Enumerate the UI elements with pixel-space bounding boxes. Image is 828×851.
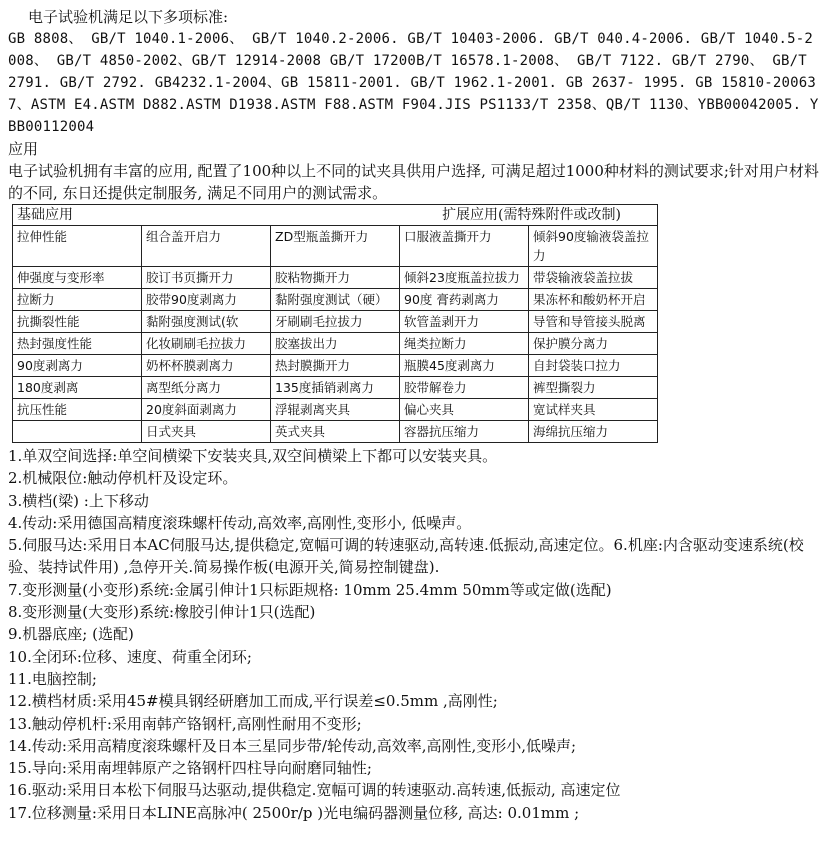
table-cell: 抗撕裂性能	[13, 311, 142, 333]
table-cell: 海绵抗压缩力	[529, 421, 658, 443]
table-row	[13, 289, 658, 311]
table-cell	[13, 421, 142, 443]
table-row	[13, 311, 658, 333]
table-cell: 宽试样夹具	[529, 399, 658, 421]
feature-item: 13.触动停机杆:采用南韩产铬钢杆,高刚性耐用不变形;	[8, 714, 362, 733]
table-row	[13, 226, 658, 267]
table-cell: 带袋输液袋盖拉拔	[529, 267, 658, 289]
table-header-row	[13, 205, 658, 226]
table-cell: 果冻杯和酸奶杯开启	[529, 289, 658, 311]
table-cell: 黏附强度测试（硬）	[271, 289, 400, 311]
table-cell: ZD型瓶盖撕开力	[271, 226, 400, 267]
feature-item: 11.电脑控制;	[8, 669, 97, 688]
table-cell: 奶杯杯膜剥离力	[142, 355, 271, 377]
table-cell: 90度 膏药剥离力	[400, 289, 529, 311]
table-row	[13, 421, 658, 443]
table-cell: 牙刷刷毛拉拔力	[271, 311, 400, 333]
table-row	[13, 399, 658, 421]
feature-item: 8.变形测量(大变形)系统:橡胶引伸计1只(选配)	[8, 603, 316, 622]
table-cell: 英式夹具	[271, 421, 400, 443]
feature-item: 17.位移测量:采用日本LINE高脉冲( 2500r/p )光电编码器测量位移, 高达: 0.01mm ;	[8, 803, 580, 822]
table-cell: 拉伸性能	[13, 226, 142, 267]
table-cell: 浮辊剥离夹具	[271, 399, 400, 421]
feature-item: 7.变形测量(小变形)系统:金属引伸计1只标距规格: 10mm 25.4mm 50mm等或定做(选配)	[8, 580, 612, 599]
intro-text: 电子试验机满足以下多项标准:	[28, 8, 229, 26]
table-cell: 热封膜撕开力	[271, 355, 400, 377]
table-cell: 离型纸分离力	[142, 377, 271, 399]
table-cell: 90度剥离力	[13, 355, 142, 377]
header-extended: 扩展应用(需特殊附件或改制)	[442, 207, 621, 223]
table-cell: 自封袋装口拉力	[529, 355, 658, 377]
table-cell: 容器抗压缩力	[400, 421, 529, 443]
table-row	[13, 333, 658, 355]
application-text: 电子试验机拥有丰富的应用, 配置了100种以上不同的试夹具供用户选择, 可满足超过1000种材料的测试要求;针对用户材料的不同, 东日还提供定制服务, 满足不同用户的测试需求。	[8, 162, 819, 202]
table-cell: 抗压性能	[13, 399, 142, 421]
feature-item: 14.传动:采用高精度滚珠螺杆及日本三星同步带/轮传动,高效率,高刚性,变形小,低噪声;	[8, 736, 577, 755]
table-cell: 伸强度与变形率	[13, 267, 142, 289]
standards-list: GB 8808、 GB/T 1040.1-2006、 GB/T 1040.2-2006. GB/T 10403-2006. GB/T 040.4-2006. GB/T 1040.5-2008、 GB/T 4850-2002、GB/T 12914-2008 GB/T 17200B/T 16578.1-2008、 GB/T 7122. GB/T 2790、 GB/T 2791. GB/T 2792. GB4232.1-2004、GB 15811-2001. GB/T 1962.1-2001. GB 2637- 1995. GB 15810-200637、ASTM E4.ASTM D882.ASTM D1938.ASTM F88.ASTM F904.JIS PS1133/T 2358、QB/T 1130、YBB00042005. YBB00112004	[8, 31, 819, 135]
feature-item: 5.伺服马达:采用日本AC伺服马达,提供稳定,宽幅可调的转速驱动,高转速.低振动,高速定位。6.机座:内含驱动变速系统(校验、装持试件用) ,急停开关.简易操作板(电源开关,简易控制键盘).	[8, 536, 804, 577]
table-cell: 胶带解卷力	[400, 377, 529, 399]
table-header-cell	[13, 205, 658, 226]
feature-item: 16.驱动:采用日本松下伺服马达驱动,提供稳定.宽幅可调的转速驱动.高转速,低振动, 高速定位	[8, 781, 621, 800]
table-cell: 组合盖开启力	[142, 226, 271, 267]
table-cell: 胶塞拔出力	[271, 333, 400, 355]
table-cell: 偏心夹具	[400, 399, 529, 421]
feature-item: 15.导向:采用南埋韩原产之铬钢杆四柱导向耐磨同轴性;	[8, 759, 372, 778]
table-cell: 日式夹具	[142, 421, 271, 443]
feature-item: 4.传动:采用德国高精度滚珠螺杆传动,高效率,高刚性,变形小, 低噪声。	[8, 513, 472, 532]
feature-list	[8, 445, 820, 824]
table-cell: 胶粘物撕开力	[271, 267, 400, 289]
table-cell: 保护膜分离力	[529, 333, 658, 355]
table-cell: 绳类拉断力	[400, 333, 529, 355]
feature-item: 9.机器底座; (选配)	[8, 625, 134, 644]
table-cell: 化妆刷刷毛拉拔力	[142, 333, 271, 355]
table-row	[13, 267, 658, 289]
table-cell: 倾斜23度瓶盖拉拔力	[400, 267, 529, 289]
application-table	[12, 204, 658, 443]
table-cell: 20度斜面剥离力	[142, 399, 271, 421]
table-cell: 倾斜90度输液袋盖拉力	[529, 226, 658, 267]
feature-item: 10.全闭环:位移、速度、荷重全闭环;	[8, 647, 252, 666]
table-cell: 软管盖剥开力	[400, 311, 529, 333]
table-cell: 拉断力	[13, 289, 142, 311]
application-heading: 应用	[8, 140, 39, 158]
table-cell: 胶订书页撕开力	[142, 267, 271, 289]
table-cell: 导管和导管接头脱离	[529, 311, 658, 333]
table-cell: 瓶膜45度剥离力	[400, 355, 529, 377]
table-cell: 180度剥离	[13, 377, 142, 399]
feature-item: 12.横档材质:采用45#模具钢经研磨加工而成,平行误差≤0.5mm ,高刚性;	[8, 692, 498, 711]
table-row	[13, 355, 658, 377]
feature-item: 1.单双空间选择:单空间横梁下安装夹具,双空间横梁上下都可以安装夹具。	[8, 447, 498, 465]
feature-item: 3.横档(梁) :上下移动	[8, 491, 149, 510]
table-cell: 黏附强度测试(软	[142, 311, 271, 333]
table-cell: 热封强度性能	[13, 333, 142, 355]
table-cell: 135度插销剥离力	[271, 377, 400, 399]
feature-item: 2.机械限位:触动停机杆及设定环。	[8, 469, 238, 488]
table-cell: 裤型撕裂力	[529, 377, 658, 399]
header-basic: 基础应用	[17, 207, 73, 223]
table-row	[13, 377, 658, 399]
table-cell: 胶带90度剥离力	[142, 289, 271, 311]
table-cell: 口服液盖撕开力	[400, 226, 529, 267]
